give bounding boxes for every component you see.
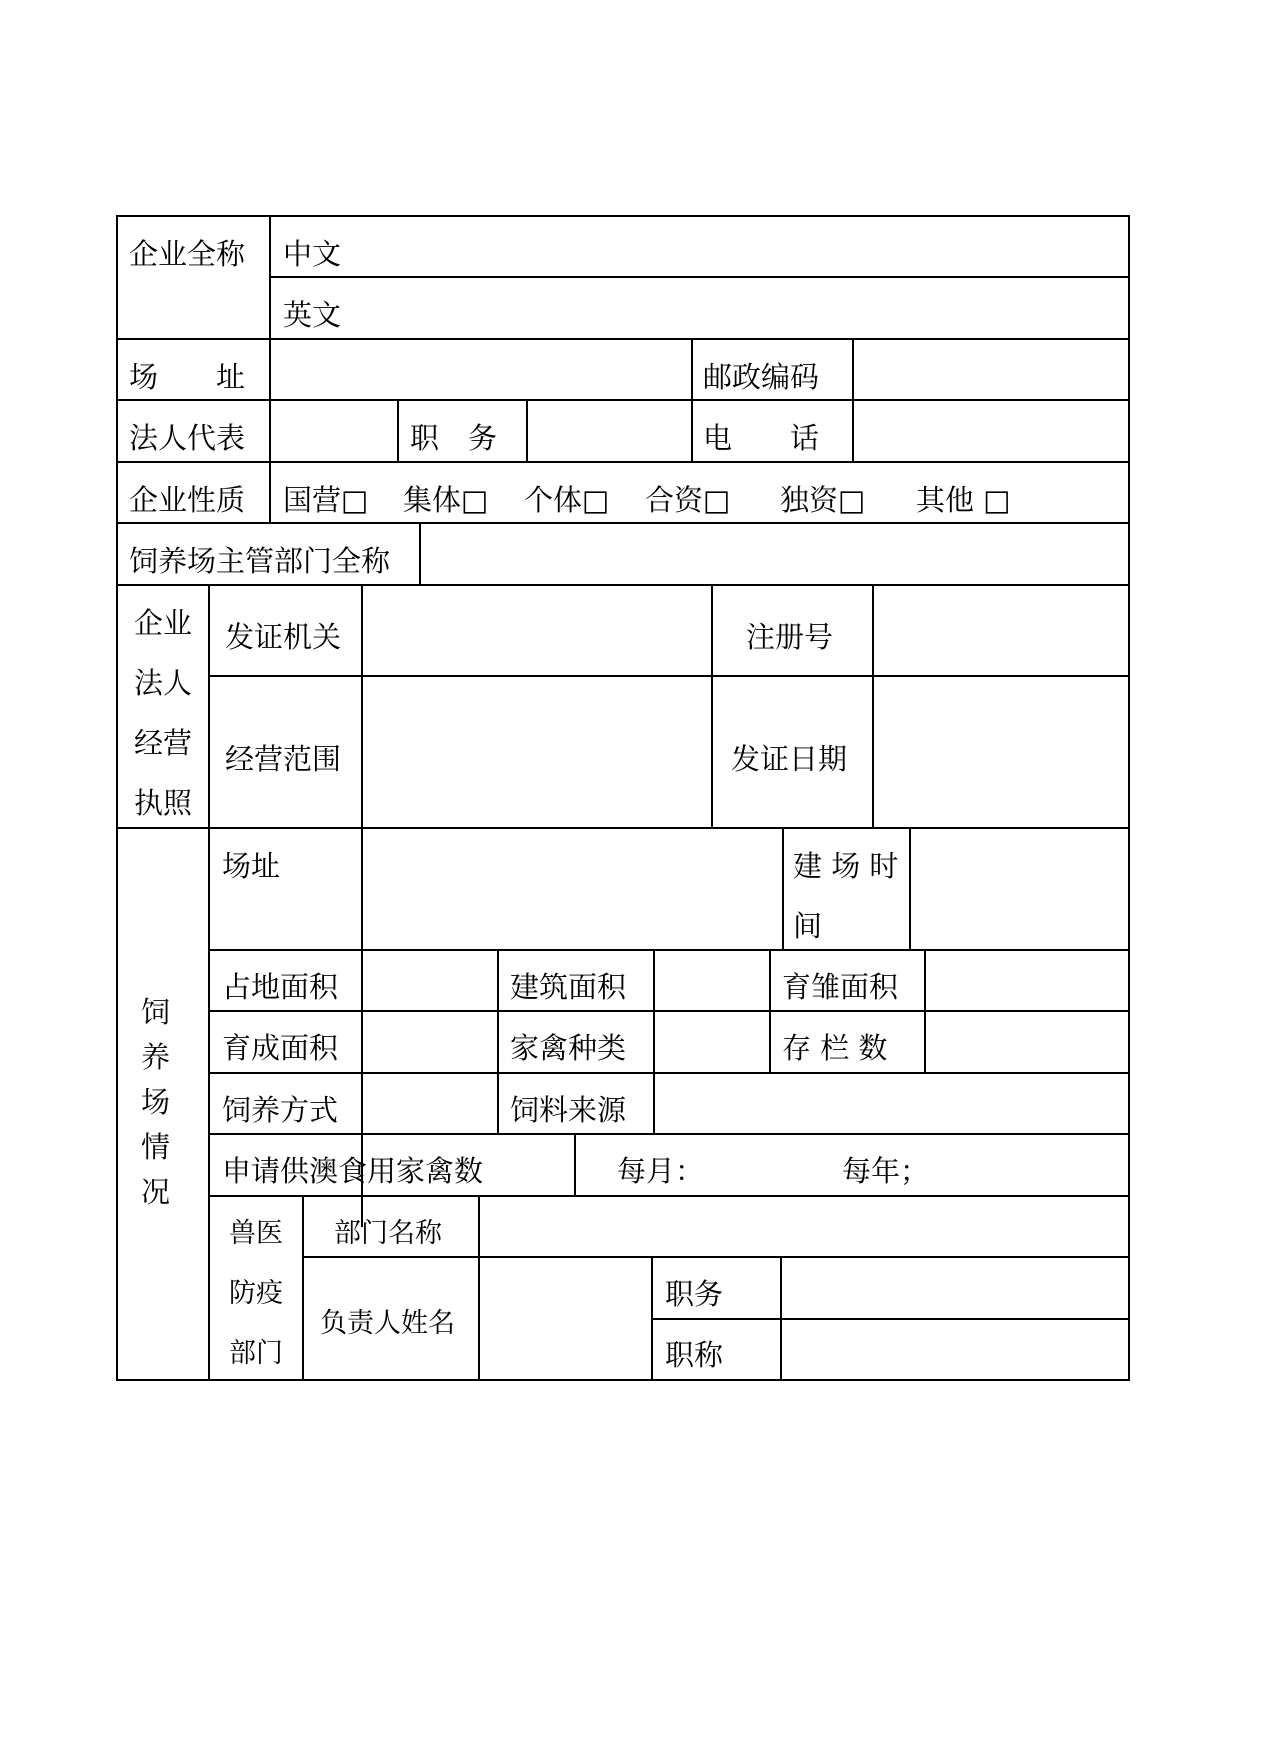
built-time-field[interactable] xyxy=(911,829,1126,947)
authority-field[interactable] xyxy=(421,524,1126,582)
head-name-field[interactable] xyxy=(480,1258,649,1378)
brooding-area-label: 育雏面积 xyxy=(782,970,899,1004)
growing-area-label: 育成面积 xyxy=(222,1031,339,1065)
table-border-bottom xyxy=(116,1379,1129,1381)
vet-title-field[interactable] xyxy=(782,1320,1126,1378)
built-time-label-1: 建 场 时 xyxy=(793,849,899,883)
nature-option-private[interactable]: 个体□ xyxy=(524,483,610,517)
postcode-label: 邮政编码 xyxy=(703,360,820,394)
nature-option-sole-investment[interactable]: 独资□ xyxy=(780,483,866,517)
table-border-right xyxy=(1128,215,1130,1381)
feeding-method-field[interactable] xyxy=(363,1074,495,1132)
land-area-label: 占地面积 xyxy=(222,970,339,1004)
dept-name-field[interactable] xyxy=(480,1197,1126,1255)
chinese-name-label: 中文 xyxy=(283,237,342,271)
growing-area-field[interactable] xyxy=(363,1012,495,1070)
reg-no-field[interactable] xyxy=(874,586,1126,674)
reg-no-label: 注册号 xyxy=(746,620,834,654)
site-label: 场 址 xyxy=(129,360,246,394)
english-name-label: 英文 xyxy=(283,298,342,332)
col-line xyxy=(711,584,713,827)
issuer-field[interactable] xyxy=(363,586,709,674)
col-line xyxy=(497,949,499,1133)
feeding-method-label: 饲养方式 xyxy=(222,1093,339,1127)
poultry-type-field[interactable] xyxy=(655,1012,767,1070)
nature-option-collective[interactable]: 集体□ xyxy=(403,483,489,517)
col-line xyxy=(691,338,693,461)
license-group-label-4: 执照 xyxy=(134,786,193,820)
farm-group-label-1: 饲 xyxy=(141,995,171,1029)
farm-group-label-3: 场 xyxy=(141,1085,171,1119)
license-group-label-1: 企业 xyxy=(134,606,193,640)
building-area-field[interactable] xyxy=(655,951,767,1009)
row-line xyxy=(208,1133,1129,1135)
row-line xyxy=(116,461,1129,463)
scope-label: 经营范围 xyxy=(225,742,342,776)
farm-group-label-4: 情 xyxy=(141,1130,171,1164)
yearly-label[interactable]: 每年； xyxy=(842,1154,930,1188)
vet-group-label-1: 兽医 xyxy=(229,1218,283,1249)
phone-label: 电 话 xyxy=(703,421,820,455)
authority-label: 饲养场主管部门全称 xyxy=(129,544,391,578)
issue-date-label: 发证日期 xyxy=(731,742,848,776)
farm-address-field[interactable] xyxy=(363,829,780,947)
nature-option-other[interactable]: 其他 □ xyxy=(916,483,1011,517)
farm-group-label-2: 养 xyxy=(141,1040,171,1074)
legal-rep-field[interactable] xyxy=(271,401,395,459)
english-name-field[interactable] xyxy=(350,278,1126,336)
position-field[interactable] xyxy=(528,401,689,459)
col-line xyxy=(769,949,771,1072)
col-line xyxy=(208,584,210,1381)
legal-rep-label: 法人代表 xyxy=(129,421,246,455)
nature-option-joint-venture[interactable]: 合资□ xyxy=(645,483,731,517)
issue-date-field[interactable] xyxy=(874,677,1126,825)
farm-group-label-5: 况 xyxy=(141,1175,171,1209)
built-time-label-2: 间 xyxy=(793,909,823,943)
table-border-left xyxy=(116,215,118,1381)
vet-group-label-3: 部门 xyxy=(229,1338,283,1369)
brooding-area-field[interactable] xyxy=(926,951,1126,1009)
issuer-label: 发证机关 xyxy=(225,620,342,654)
position-label: 职 务 xyxy=(410,421,498,455)
col-line xyxy=(302,1195,304,1381)
supply-label: 申请供澳食用家禽数 xyxy=(222,1154,484,1188)
col-line xyxy=(651,1256,653,1381)
vet-group-label-2: 防疫 xyxy=(229,1278,283,1309)
postcode-field[interactable] xyxy=(854,340,1126,398)
monthly-label[interactable]: 每月： xyxy=(617,1154,705,1188)
nature-option-state[interactable]: 国营□ xyxy=(283,483,369,517)
head-name-label: 负责人姓名 xyxy=(320,1308,455,1339)
col-line xyxy=(782,827,784,949)
col-line xyxy=(397,399,399,461)
scope-field[interactable] xyxy=(363,677,709,825)
col-line xyxy=(574,1133,576,1195)
site-address-field[interactable] xyxy=(271,340,689,398)
feed-source-field[interactable] xyxy=(655,1074,1126,1132)
stock-label: 存 栏 数 xyxy=(782,1031,888,1065)
license-group-label-3: 经营 xyxy=(134,726,193,760)
dept-name-label: 部门名称 xyxy=(334,1218,442,1249)
vet-title-label: 职称 xyxy=(665,1338,724,1372)
stock-field[interactable] xyxy=(926,1012,1126,1070)
land-area-field[interactable] xyxy=(363,951,495,1009)
chinese-name-field[interactable] xyxy=(350,217,1126,275)
feed-source-label: 饲料来源 xyxy=(510,1093,627,1127)
poultry-type-label: 家禽种类 xyxy=(510,1031,627,1065)
building-area-label: 建筑面积 xyxy=(510,970,627,1004)
nature-label: 企业性质 xyxy=(129,483,246,517)
vet-position-field[interactable] xyxy=(782,1258,1126,1316)
license-group-label-2: 法人 xyxy=(134,666,193,700)
farm-address-label: 场址 xyxy=(222,849,281,883)
phone-field[interactable] xyxy=(854,401,1126,459)
enterprise-name-label: 企业全称 xyxy=(129,237,246,271)
vet-position-label: 职务 xyxy=(665,1277,724,1311)
